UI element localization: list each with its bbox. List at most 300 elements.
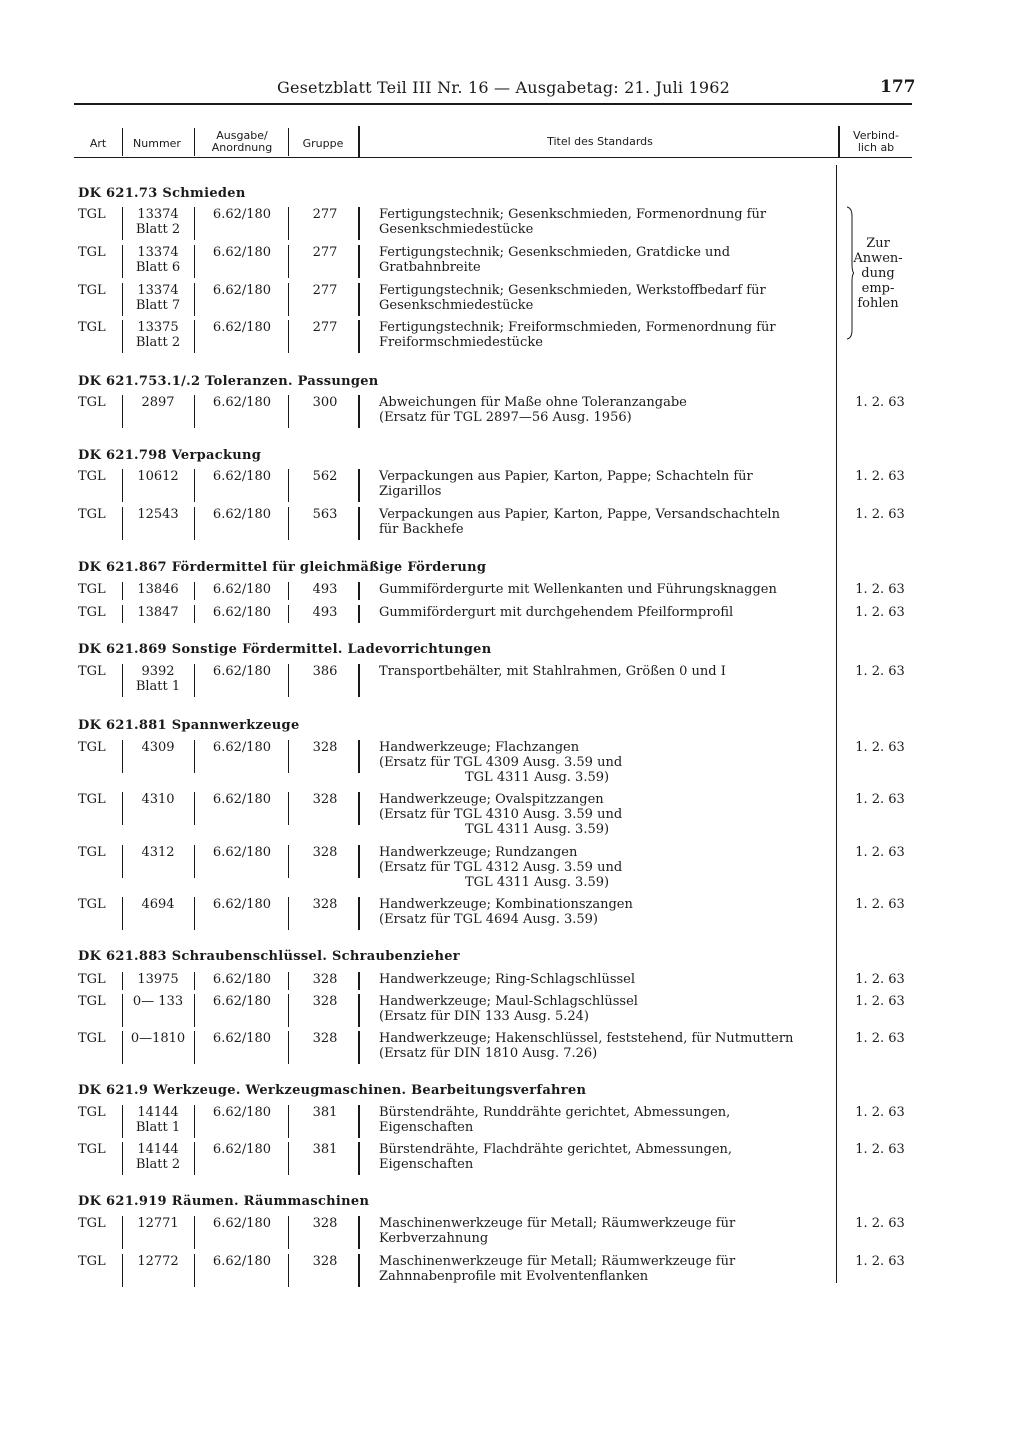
column-rule: [194, 605, 195, 623]
column-header-nummer: Nummer: [133, 137, 181, 150]
column-rule: [122, 207, 123, 240]
cell-titel: [379, 1216, 849, 1246]
column-rule: [194, 395, 195, 428]
column-rule: [194, 845, 195, 878]
column-rule: [288, 320, 289, 353]
cell-verbindlich: 1. 2. 63: [855, 507, 905, 522]
column-rule: [122, 245, 123, 278]
column-rule: [288, 740, 289, 773]
column-rule: [358, 469, 360, 502]
cell-ausgabe: 6.62/180: [212, 845, 272, 860]
cell-nummer-line: Blatt 2: [135, 1157, 181, 1172]
cell-nummer-line: 13975: [137, 972, 179, 987]
column-rule: [358, 1105, 360, 1138]
table-header-rule: [74, 157, 912, 158]
cell-nummer-line: 4694: [141, 897, 175, 912]
column-rule: [194, 792, 195, 825]
cell-nummer-line: 13847: [137, 605, 179, 620]
cell-verbindlich: 1. 2. 63: [855, 740, 905, 755]
column-rule: [194, 207, 195, 240]
cell-nummer-line: 13375: [137, 320, 179, 335]
column-rule: [358, 897, 360, 930]
cell-titel-line: Eigenschaften: [379, 1120, 474, 1135]
cell-titel: [379, 1142, 849, 1172]
cell-titel-line: Gratbahnbreite: [379, 260, 481, 275]
cell-nummer-line: 12771: [137, 1216, 179, 1231]
column-rule: [288, 664, 289, 697]
column-rule: [288, 792, 289, 825]
column-rule: [194, 1031, 195, 1064]
cell-ausgabe: 6.62/180: [212, 664, 272, 679]
cell-titel-line: TGL 4311 Ausg. 3.59): [465, 770, 610, 785]
cell-titel: [379, 792, 849, 837]
header-rule: [74, 103, 912, 105]
column-rule: [288, 897, 289, 930]
cell-gruppe: 562: [312, 469, 338, 484]
column-separator: [288, 128, 289, 156]
column-rule: [122, 469, 123, 502]
cell-verbindlich: 1. 2. 63: [855, 1254, 905, 1269]
column-rule: [194, 1105, 195, 1138]
cell-titel-line: Gummifördergurte mit Wellenkanten und Führungsknaggen: [379, 582, 777, 597]
column-separator: [122, 128, 123, 156]
cell-titel-line: Maschinenwerkzeuge für Metall; Räumwerkzeuge für: [379, 1216, 736, 1231]
cell-nummer-line: 4309: [141, 740, 175, 755]
cell-verbindlich: 1. 2. 63: [855, 845, 905, 860]
cell-nummer: [126, 740, 190, 755]
column-rule: [358, 582, 360, 600]
cell-nummer: [126, 582, 190, 597]
section-heading: DK 621.753.1/.2 Toleranzen. Passungen: [78, 374, 379, 389]
cell-titel-line: (Ersatz für TGL 4310 Ausg. 3.59 und: [379, 807, 623, 822]
column-rule: [358, 792, 360, 825]
column-separator: [358, 126, 360, 158]
cell-art: TGL: [78, 582, 106, 597]
cell-nummer-line: 13374: [137, 283, 179, 298]
column-rule: [122, 845, 123, 878]
column-rule: [122, 1031, 123, 1064]
cell-nummer: [126, 320, 190, 350]
cell-ausgabe: 6.62/180: [212, 1105, 272, 1120]
column-rule: [122, 320, 123, 353]
cell-ausgabe: 6.62/180: [212, 1216, 272, 1231]
cell-ausgabe: 6.62/180: [212, 994, 272, 1009]
column-header-ausgabe-line1: Ausgabe/: [216, 129, 268, 142]
cell-titel-line: Gesenkschmiedestücke: [379, 222, 534, 237]
column-rule: [358, 245, 360, 278]
cell-gruppe: 328: [312, 972, 338, 987]
column-header-art: Art: [89, 137, 107, 150]
cell-titel: [379, 1105, 849, 1135]
cell-art: TGL: [78, 1254, 106, 1269]
cell-titel-line: Handwerkzeuge; Ovalspitzzangen: [379, 792, 604, 807]
column-rule: [122, 740, 123, 773]
cell-art: TGL: [78, 283, 106, 298]
column-rule: [194, 1142, 195, 1175]
column-rule: [288, 507, 289, 540]
cell-nummer: [126, 1216, 190, 1231]
column-header-titel: Titel des Standards: [547, 135, 653, 148]
column-rule: [194, 1254, 195, 1287]
cell-nummer-line: 4312: [141, 845, 175, 860]
column-rule: [358, 507, 360, 540]
cell-nummer: [126, 283, 190, 313]
cell-gruppe: 328: [312, 897, 338, 912]
cell-titel-line: Kerbverzahnung: [379, 1231, 489, 1246]
cell-titel-line: Abweichungen für Maße ohne Toleranzangabe: [379, 395, 687, 410]
cell-art: TGL: [78, 1216, 106, 1231]
column-rule: [358, 664, 360, 697]
cell-nummer: [126, 845, 190, 860]
cell-nummer-line: 14144: [137, 1142, 179, 1157]
cell-verbindlich: 1. 2. 63: [855, 1105, 905, 1120]
section-heading: DK 621.869 Sonstige Fördermittel. Ladevorrichtungen: [78, 642, 492, 657]
section-heading: DK 621.883 Schraubenschlüssel. Schraubenzieher: [78, 949, 460, 964]
column-rule: [288, 1216, 289, 1249]
cell-nummer: [126, 792, 190, 807]
column-rule: [194, 740, 195, 773]
column-rule: [122, 507, 123, 540]
cell-art: TGL: [78, 507, 106, 522]
cell-gruppe: 563: [312, 507, 338, 522]
cell-titel-line: für Backhefe: [379, 522, 464, 537]
cell-titel-line: Fertigungstechnik; Freiformschmieden, Formenordnung für: [379, 320, 776, 335]
cell-nummer-line: 0— 133: [132, 994, 184, 1009]
cell-titel-line: TGL 4311 Ausg. 3.59): [465, 875, 610, 890]
column-rule: [122, 1142, 123, 1175]
page-header-title: Gesetzblatt Teil III Nr. 16 — Ausgabetag: 21. Juli 1962: [277, 78, 731, 97]
cell-titel-line: Transportbehälter, mit Stahlrahmen, Größen 0 und I: [379, 664, 726, 679]
cell-verbindlich: 1. 2. 63: [855, 664, 905, 679]
brace-note: [852, 236, 904, 311]
cell-titel-line: Freiformschmiedestücke: [379, 335, 543, 350]
cell-titel-line: Handwerkzeuge; Hakenschlüssel, feststehend, für Nutmuttern: [379, 1031, 794, 1046]
column-rule: [122, 395, 123, 428]
cell-ausgabe: 6.62/180: [212, 507, 272, 522]
cell-titel-line: Bürstendrähte, Runddrähte gerichtet, Abmessungen,: [379, 1105, 731, 1120]
column-rule: [122, 605, 123, 623]
cell-ausgabe: 6.62/180: [212, 740, 272, 755]
cell-titel-line: Handwerkzeuge; Flachzangen: [379, 740, 580, 755]
column-header-ausgabe-line2: Anordnung: [211, 141, 273, 154]
cell-nummer: [126, 1142, 190, 1172]
cell-gruppe: 300: [312, 395, 338, 410]
cell-ausgabe: 6.62/180: [212, 1031, 272, 1046]
cell-titel-line: Zahnnabenprofile mit Evolventenflanken: [379, 1269, 649, 1284]
cell-titel-line: Gesenkschmiedestücke: [379, 298, 534, 313]
column-rule: [288, 469, 289, 502]
cell-titel: [379, 582, 849, 597]
cell-titel-line: (Ersatz für TGL 4312 Ausg. 3.59 und: [379, 860, 623, 875]
column-rule: [288, 1254, 289, 1287]
column-rule: [288, 582, 289, 600]
column-header-ausgabe: [196, 130, 288, 154]
cell-ausgabe: 6.62/180: [212, 395, 272, 410]
cell-titel-line: Bürstendrähte, Flachdrähte gerichtet, Abmessungen,: [379, 1142, 733, 1157]
cell-nummer-line: 2897: [141, 395, 175, 410]
cell-titel: [379, 664, 849, 679]
cell-art: TGL: [78, 395, 106, 410]
cell-art: TGL: [78, 469, 106, 484]
column-rule: [122, 283, 123, 316]
cell-gruppe: 328: [312, 792, 338, 807]
cell-titel: [379, 740, 849, 785]
cell-nummer-line: 4310: [141, 792, 175, 807]
column-rule: [122, 897, 123, 930]
cell-nummer: [126, 469, 190, 484]
cell-titel-line: Handwerkzeuge; Kombinationszangen: [379, 897, 633, 912]
column-rule: [358, 845, 360, 878]
cell-gruppe: 328: [312, 994, 338, 1009]
cell-titel-line: (Ersatz für TGL 2897—56 Ausg. 1956): [379, 410, 632, 425]
column-rule: [288, 245, 289, 278]
column-rule: [194, 507, 195, 540]
cell-nummer-line: 0—1810: [130, 1031, 186, 1046]
cell-ausgabe: 6.62/180: [212, 897, 272, 912]
column-rule: [122, 1254, 123, 1287]
column-header-verb-line2: lich ab: [857, 141, 895, 154]
cell-verbindlich: 1. 2. 63: [855, 972, 905, 987]
column-rule: [358, 283, 360, 316]
cell-titel-line: (Ersatz für DIN 133 Ausg. 5.24): [379, 1009, 589, 1024]
cell-titel-line: Handwerkzeuge; Maul-Schlagschlüssel: [379, 994, 638, 1009]
brace-note-line: Zur: [866, 236, 890, 251]
column-rule: [358, 1216, 360, 1249]
column-rule: [122, 1216, 123, 1249]
column-rule: [288, 972, 289, 990]
cell-titel-line: Verpackungen aus Papier, Karton, Pappe, Versandschachteln: [379, 507, 780, 522]
cell-verbindlich: 1. 2. 63: [855, 792, 905, 807]
cell-titel-line: Fertigungstechnik; Gesenkschmieden, Werkstoffbedarf für: [379, 283, 766, 298]
cell-nummer-line: 12772: [137, 1254, 179, 1269]
column-rule: [194, 972, 195, 990]
column-rule: [358, 320, 360, 353]
cell-gruppe: 277: [312, 320, 338, 335]
cell-gruppe: 381: [312, 1142, 338, 1157]
column-rule: [122, 1105, 123, 1138]
cell-nummer-line: Blatt 1: [135, 1120, 181, 1135]
cell-gruppe: 328: [312, 845, 338, 860]
cell-verbindlich: 1. 2. 63: [855, 1216, 905, 1231]
column-header-verbindlich: [840, 130, 912, 154]
cell-verbindlich: 1. 2. 63: [855, 605, 905, 620]
cell-verbindlich: 1. 2. 63: [855, 897, 905, 912]
cell-nummer: [126, 1254, 190, 1269]
cell-art: TGL: [78, 320, 106, 335]
column-rule: [194, 664, 195, 697]
cell-nummer-line: 13846: [137, 582, 179, 597]
cell-gruppe: 381: [312, 1105, 338, 1120]
cell-titel: [379, 283, 849, 313]
column-header-verb-line1: Verbind-: [853, 129, 899, 142]
cell-art: TGL: [78, 1105, 106, 1120]
cell-nummer-line: 9392: [141, 664, 175, 679]
cell-gruppe: 328: [312, 1216, 338, 1231]
column-rule: [194, 1216, 195, 1249]
cell-nummer-line: Blatt 7: [135, 298, 181, 313]
column-rule: [288, 395, 289, 428]
column-header-gruppe: Gruppe: [302, 137, 344, 150]
cell-titel: [379, 507, 849, 537]
column-rule: [122, 664, 123, 697]
cell-art: TGL: [78, 245, 106, 260]
cell-titel: [379, 1254, 849, 1284]
column-rule: [288, 1031, 289, 1064]
cell-nummer: [126, 605, 190, 620]
cell-art: TGL: [78, 1142, 106, 1157]
column-rule: [288, 605, 289, 623]
cell-ausgabe: 6.62/180: [212, 1142, 272, 1157]
column-rule: [288, 207, 289, 240]
cell-nummer: [126, 897, 190, 912]
cell-nummer: [126, 1105, 190, 1135]
cell-nummer: [126, 994, 190, 1009]
cell-nummer: [126, 245, 190, 275]
column-rule: [194, 994, 195, 1027]
cell-verbindlich: 1. 2. 63: [855, 582, 905, 597]
cell-ausgabe: 6.62/180: [212, 1254, 272, 1269]
cell-gruppe: 328: [312, 1254, 338, 1269]
cell-titel-line: Handwerkzeuge; Ring-Schlagschlüssel: [379, 972, 636, 987]
column-rule: [288, 1105, 289, 1138]
cell-gruppe: 328: [312, 740, 338, 755]
cell-art: TGL: [78, 897, 106, 912]
cell-titel-line: Zigarillos: [379, 484, 442, 499]
cell-nummer-line: 12543: [137, 507, 179, 522]
cell-nummer-line: 14144: [137, 1105, 179, 1120]
column-rule: [122, 792, 123, 825]
cell-ausgabe: 6.62/180: [212, 283, 272, 298]
section-heading: DK 621.919 Räumen. Räummaschinen: [78, 1194, 370, 1209]
column-rule: [288, 845, 289, 878]
cell-titel-line: Handwerkzeuge; Rundzangen: [379, 845, 578, 860]
cell-titel-line: (Ersatz für TGL 4694 Ausg. 3.59): [379, 912, 599, 927]
cell-gruppe: 493: [312, 582, 338, 597]
cell-gruppe: 493: [312, 605, 338, 620]
column-rule: [288, 1142, 289, 1175]
cell-art: TGL: [78, 207, 106, 222]
column-rule: [194, 897, 195, 930]
cell-verbindlich: 1. 2. 63: [855, 1142, 905, 1157]
cell-ausgabe: 6.62/180: [212, 245, 272, 260]
cell-art: TGL: [78, 792, 106, 807]
cell-verbindlich: 1. 2. 63: [855, 994, 905, 1009]
brace-note-line: fohlen: [857, 296, 899, 311]
cell-titel: [379, 845, 849, 890]
cell-titel-line: Fertigungstechnik; Gesenkschmieden, Gratdicke und: [379, 245, 731, 260]
cell-gruppe: 386: [312, 664, 338, 679]
cell-nummer: [126, 207, 190, 237]
section-heading: DK 621.867 Fördermittel für gleichmäßige Förderung: [78, 560, 487, 575]
cell-ausgabe: 6.62/180: [212, 582, 272, 597]
section-heading: DK 621.9 Werkzeuge. Werkzeugmaschinen. Bearbeitungsverfahren: [78, 1083, 587, 1098]
cell-verbindlich: 1. 2. 63: [855, 469, 905, 484]
cell-titel-line: Eigenschaften: [379, 1157, 474, 1172]
cell-nummer: [126, 972, 190, 987]
column-rule: [358, 1254, 360, 1287]
column-rule: [122, 972, 123, 990]
cell-nummer-line: 13374: [137, 245, 179, 260]
cell-art: TGL: [78, 994, 106, 1009]
cell-nummer-line: Blatt 2: [135, 335, 181, 350]
cell-art: TGL: [78, 605, 106, 620]
brace-note-line: emp-: [861, 281, 895, 296]
cell-titel-line: (Ersatz für DIN 1810 Ausg. 7.26): [379, 1046, 598, 1061]
section-heading: DK 621.798 Verpackung: [78, 448, 262, 463]
cell-gruppe: 277: [312, 207, 338, 222]
cell-titel: [379, 972, 849, 987]
cell-art: TGL: [78, 972, 106, 987]
cell-titel-line: TGL 4311 Ausg. 3.59): [465, 822, 610, 837]
column-rule: [358, 207, 360, 240]
cell-nummer: [126, 1031, 190, 1046]
cell-ausgabe: 6.62/180: [212, 972, 272, 987]
cell-art: TGL: [78, 1031, 106, 1046]
cell-titel-line: Fertigungstechnik; Gesenkschmieden, Formenordnung für: [379, 207, 767, 222]
cell-titel: [379, 469, 849, 499]
column-rule: [194, 469, 195, 502]
column-rule: [358, 395, 360, 428]
cell-nummer-line: Blatt 6: [135, 260, 181, 275]
column-rule: [122, 994, 123, 1027]
cell-nummer-line: 10612: [137, 469, 179, 484]
cell-titel-line: (Ersatz für TGL 4309 Ausg. 3.59 und: [379, 755, 623, 770]
section-heading: DK 621.881 Spannwerkzeuge: [78, 718, 300, 733]
cell-verbindlich: 1. 2. 63: [855, 395, 905, 410]
cell-titel: [379, 605, 849, 620]
column-separator: [194, 128, 195, 156]
cell-verbindlich: 1. 2. 63: [855, 1031, 905, 1046]
brace-note-line: Anwen-: [853, 251, 903, 266]
cell-titel-line: Gummifördergurt mit durchgehendem Pfeilformprofil: [379, 605, 734, 620]
column-rule: [358, 1031, 360, 1064]
column-rule: [194, 245, 195, 278]
cell-art: TGL: [78, 664, 106, 679]
column-rule: [358, 972, 360, 990]
column-rule: [194, 582, 195, 600]
page-number: 177: [880, 77, 916, 97]
cell-ausgabe: 6.62/180: [212, 207, 272, 222]
cell-nummer: [126, 395, 190, 410]
cell-nummer-line: 13374: [137, 207, 179, 222]
cell-ausgabe: 6.62/180: [212, 792, 272, 807]
cell-titel: [379, 395, 849, 425]
cell-titel: [379, 245, 849, 275]
cell-titel: [379, 320, 849, 350]
cell-nummer: [126, 664, 190, 694]
column-rule: [358, 994, 360, 1027]
column-rule: [194, 283, 195, 316]
column-rule: [358, 605, 360, 623]
column-rule: [122, 582, 123, 600]
cell-ausgabe: 6.62/180: [212, 605, 272, 620]
column-rule: [288, 283, 289, 316]
cell-titel: [379, 994, 849, 1024]
cell-titel-line: Verpackungen aus Papier, Karton, Pappe; Schachteln für: [379, 469, 753, 484]
cell-ausgabe: 6.62/180: [212, 469, 272, 484]
brace-note-line: dung: [861, 266, 895, 281]
cell-titel: [379, 207, 849, 237]
cell-gruppe: 277: [312, 283, 338, 298]
cell-titel: [379, 1031, 849, 1061]
cell-gruppe: 328: [312, 1031, 338, 1046]
section-heading: DK 621.73 Schmieden: [78, 186, 246, 201]
cell-ausgabe: 6.62/180: [212, 320, 272, 335]
column-rule: [358, 1142, 360, 1175]
cell-nummer: [126, 507, 190, 522]
cell-art: TGL: [78, 845, 106, 860]
cell-nummer-line: Blatt 2: [135, 222, 181, 237]
